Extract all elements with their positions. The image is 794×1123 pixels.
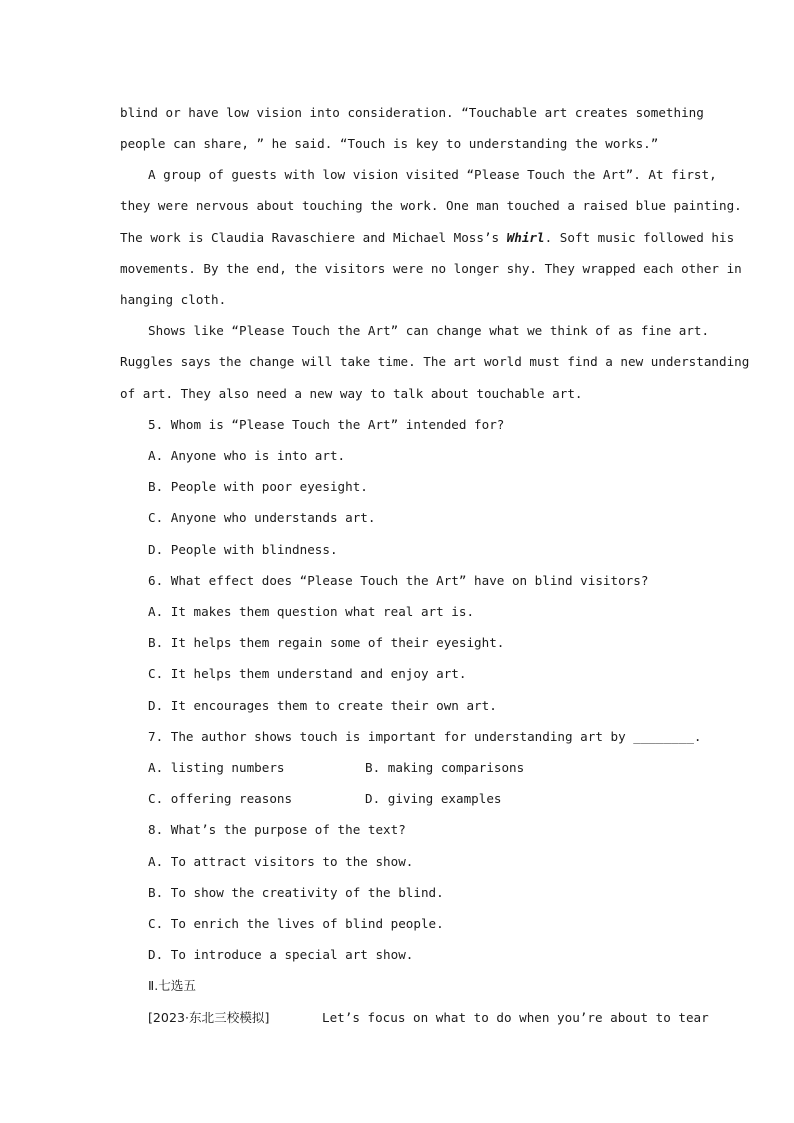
answer-option-row bbox=[148, 759, 675, 777]
answer-option: A. It makes them question what real art is. bbox=[148, 604, 475, 619]
answer-option: B. People with poor eyesight. bbox=[148, 479, 368, 494]
answer-option-row bbox=[148, 790, 675, 808]
source-tag: [2023·东北三校模拟] bbox=[148, 1010, 270, 1025]
passage-line: Ruggles says the change will take time. The art world must find a new understanding bbox=[120, 354, 750, 369]
passage-line: Shows like “Please Touch the Art” can change what we think of as fine art. bbox=[148, 323, 710, 338]
answer-option: D. giving examples bbox=[365, 791, 502, 806]
answer-option: A. listing numbers bbox=[148, 760, 285, 775]
passage-line: movements. By the end, the visitors were no longer shy. They wrapped each other in bbox=[120, 261, 742, 276]
question-stem: 5. Whom is “Please Touch the Art” intended for? bbox=[148, 417, 505, 432]
answer-option: A. To attract visitors to the show. bbox=[148, 854, 414, 869]
question-stem: 8. What’s the purpose of the text? bbox=[148, 822, 406, 837]
answer-option: D. People with blindness. bbox=[148, 542, 338, 557]
answer-option: B. making comparisons bbox=[365, 760, 525, 775]
passage-line: of art. They also need a new way to talk about touchable art. bbox=[120, 386, 583, 401]
answer-option: A. Anyone who is into art. bbox=[148, 448, 346, 463]
artwork-title: Whirl bbox=[506, 230, 545, 245]
text-segment: The work is Claudia Ravaschiere and Michael Moss’s bbox=[120, 230, 507, 245]
passage-line: people can share, ” he said. “Touch is key to understanding the works.” bbox=[120, 136, 659, 151]
passage-line: hanging cloth. bbox=[120, 292, 227, 307]
answer-option: D. To introduce a special art show. bbox=[148, 947, 414, 962]
answer-option: B. To show the creativity of the blind. bbox=[148, 885, 444, 900]
question-stem: 6. What effect does “Please Touch the Art” have on blind visitors? bbox=[148, 573, 649, 588]
answer-option: D. It encourages them to create their own art. bbox=[148, 698, 497, 713]
intro-text: Let’s focus on what to do when you’re about to tear bbox=[322, 1010, 709, 1025]
section-intro-line bbox=[148, 1009, 709, 1027]
passage-line: they were nervous about touching the work. One man touched a raised blue painting. bbox=[120, 198, 742, 213]
section-heading: Ⅱ.七选五 bbox=[148, 978, 196, 993]
question-stem: 7. The author shows touch is important for understanding art by ________. bbox=[148, 729, 702, 744]
passage-line-whirl bbox=[120, 229, 735, 247]
passage-line: blind or have low vision into consideration. “Touchable art creates something bbox=[120, 105, 704, 120]
answer-option: C. offering reasons bbox=[148, 791, 293, 806]
answer-option: B. It helps them regain some of their eyesight. bbox=[148, 635, 505, 650]
answer-option: C. It helps them understand and enjoy art. bbox=[148, 666, 467, 681]
answer-option: C. To enrich the lives of blind people. bbox=[148, 916, 444, 931]
passage-line: A group of guests with low vision visited “Please Touch the Art”. At first, bbox=[148, 167, 717, 182]
text-segment: . Soft music followed his bbox=[544, 230, 735, 245]
answer-option: C. Anyone who understands art. bbox=[148, 510, 376, 525]
